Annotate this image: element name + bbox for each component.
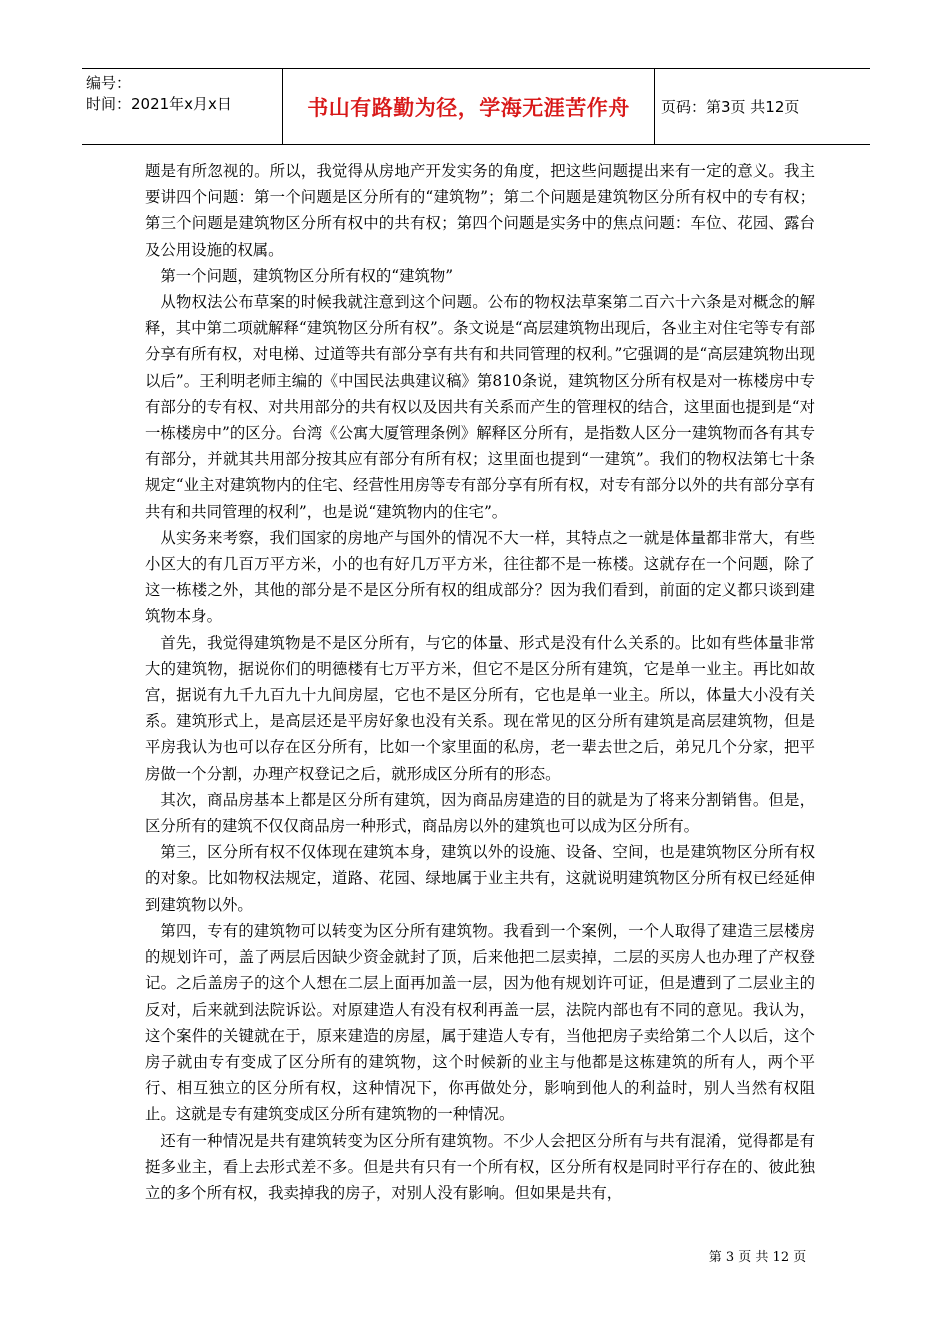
number-label: 编号： bbox=[86, 74, 132, 92]
page-info: 页码：第3页 共12页 bbox=[661, 98, 800, 116]
time-label: 时间：2021年x月x日 bbox=[86, 95, 232, 113]
header-table bbox=[82, 68, 870, 145]
paragraph: 还有一种情况是共有建筑转变为区分所有建筑物。不少人会把区分所有与共有混淆，觉得都是有挺多业主，看上去形式差不多。但是共有只有一个所有权，区分所有权是同时平行存在的、彼此独立的多个所有权，我卖掉我的房子，对别人没有影响。但如果是共有， bbox=[145, 1131, 815, 1202]
page-footer bbox=[0, 1246, 950, 1265]
header-info-cell bbox=[82, 69, 283, 144]
paragraph: 从实务来考察，我们国家的房地产与国外的情况不大一样，其特点之一就是体量都非常大，有些小区大的有几百万平方米，小的也有好几万平方米，往往都不是一栋楼。这就存在一个问题，除了这一栋楼之外，其他的部分是不是区分所有权的组成部分？因为我们看到，前面的定义都只谈到建筑物本身。 bbox=[145, 528, 815, 626]
document-body bbox=[145, 158, 815, 1206]
paragraph: 首先，我觉得建筑物是不是区分所有，与它的体量、形式是没有什么关系的。比如有些体量非常大的建筑物，据说你们的明德楼有七万平方米，但它不是区分所有建筑，它是单一业主。再比如故宫，据说有九千九百九十九间房屋，它也不是区分所有，它也是单一业主。所以，体量大小没有关系。建筑形式上，是高层还是平房好象也没有关系。现在常见的区分所有建筑是高层建筑物，但是平房我认为也可以存在区分所有，比如一个家里面的私房，老一辈去世之后，弟兄几个分家，把平房做一个分割，办理产权登记之后，就形成区分所有的形态。 bbox=[145, 633, 815, 783]
motto: 书山有路勤为径，学海无涯苦作舟 bbox=[307, 95, 630, 120]
header-motto-cell bbox=[283, 69, 655, 144]
paragraph: 第四，专有的建筑物可以转变为区分所有建筑物。我看到一个案例，一个人取得了建造三层楼房的规划许可，盖了两层后因缺少资金就封了顶，后来他把二层卖掉，二层的买房人也办理了产权登记。之后盖房子的这个人想在二层上面再加盖一层，因为他有规划许可证，但是遭到了二层业主的反对，后来就到法院诉讼。对原建造人有没有权利再盖一层，法院内部也有不同的意见。我认为，这个案件的关键就在于，原来建造的房屋，属于建造人专有，当他把房子卖给第二个人以后，这个房子就由专有变成了区分所有的建筑物，这个时候新的业主与他都是这栋建筑的所有人，两个平行、相互独立的区分所有权，这种情况下，你再做处分，影响到他人的利益时，别人当然有权阻止。这就是专有建筑变成区分所有建筑物的一种情况。 bbox=[145, 921, 815, 1124]
paragraph: 第三，区分所有权不仅体现在建筑本身，建筑以外的设施、设备、空间，也是建筑物区分所有权的对象。比如物权法规定，道路、花园、绿地属于业主共有，这就说明建筑物区分所有权已经延伸到建筑物以外。 bbox=[145, 843, 815, 914]
paragraph: 从物权法公布草案的时候我就注意到这个问题。公布的物权法草案第二百六十六条是对概念的解释，其中第二项就解释“建筑物区分所有权”。条文说是“高层建筑物出现后，各业主对住宅等专有部分享有所有权，对电梯、过道等共有部分享有共有和共同管理的权利。”它强调的是“高层建筑物出现以后”。王利明老师主编的《中国民法典建议稿》第810条说，建筑物区分所有权是对一栋楼房中专有部分的专有权、对共用部分的共有权以及因共有关系而产生的管理权的结合，这里面也提到是“对一栋楼房中”的区分。台湾《公寓大厦管理条例》解释区分所有，是指数人区分一建筑物而各有其专有部分，并就其共用部分按其应有部分有所有权；这里面也提到“一建筑”。我们的物权法第七十条规定“业主对建筑物内的住宅、经营性用房等专有部分享有所有权，对专有部分以外的共有部分享有共有和共同管理的权利”，也是说“建筑物内的住宅”。 bbox=[145, 293, 816, 521]
paragraph: 其次，商品房基本上都是区分所有建筑，因为商品房建造的目的就是为了将来分割销售。但是，区分所有的建筑不仅仅商品房一种形式，商品房以外的建筑也可以成为区分所有。 bbox=[145, 790, 815, 836]
header-page-cell bbox=[655, 69, 870, 144]
paragraph: 题是有所忽视的。所以，我觉得从房地产开发实务的角度，把这些问题提出来有一定的意义。我主要讲四个问题：第一个问题是区分所有的“建筑物”；第二个问题是建筑物区分所有权中的专有权；第三个问题是建筑物区分所有权中的共有权；第四个问题是实务中的焦点问题：车位、花园、露台及公用设施的权属。 bbox=[145, 162, 815, 259]
section-heading: 第一个问题，建筑物区分所有权的“建筑物” bbox=[160, 266, 454, 285]
footer-page-number: 第 3 页 共 12 页 bbox=[708, 1250, 807, 1265]
